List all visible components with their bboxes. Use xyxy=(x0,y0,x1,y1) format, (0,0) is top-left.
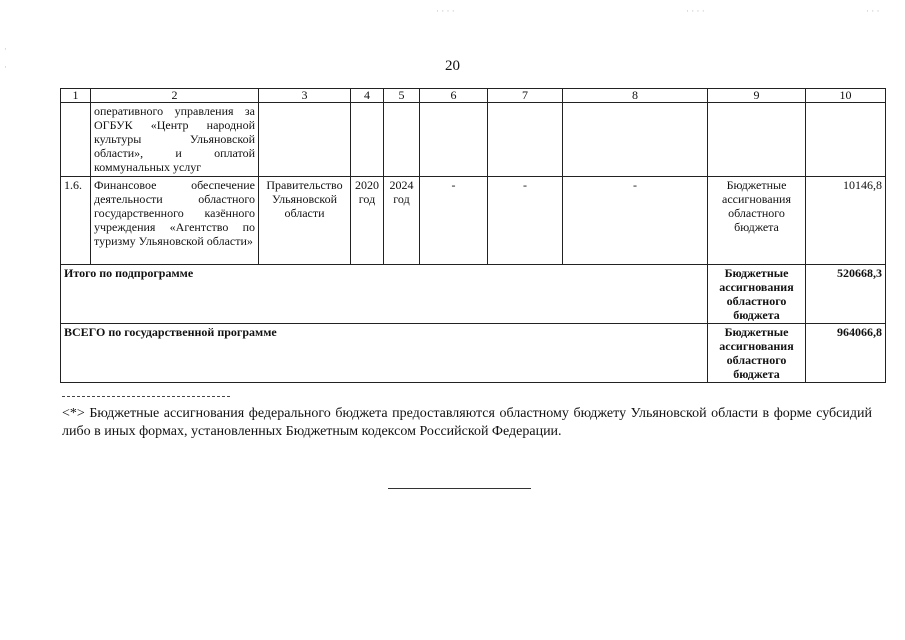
subtotal-label: Итого по подпрограмме xyxy=(61,265,708,324)
column-header: 1 xyxy=(61,89,91,103)
scan-artifact: · xyxy=(4,62,7,72)
column-header: 3 xyxy=(259,89,351,103)
row-col7 xyxy=(488,103,563,177)
column-header: 7 xyxy=(488,89,563,103)
total-source: Бюджетные ассигнования областного бюджета xyxy=(708,324,806,383)
row-col8 xyxy=(563,103,708,177)
row-description: оперативного управления за ОГБУК «Центр народной культуры Ульяновской области», и оплатой коммунальных услуг xyxy=(91,103,259,177)
total-row xyxy=(61,324,886,383)
row-col8: - xyxy=(563,177,708,265)
table-row xyxy=(61,103,886,177)
column-header: 4 xyxy=(351,89,384,103)
column-header: 6 xyxy=(420,89,488,103)
budget-table xyxy=(60,88,886,383)
row-number xyxy=(61,103,91,177)
row-executor xyxy=(259,103,351,177)
table-row xyxy=(61,177,886,265)
row-number: 1.6. xyxy=(61,177,91,265)
row-executor: Правительство Ульяновской области xyxy=(259,177,351,265)
row-source: Бюджетные ассигнования областного бюджета xyxy=(708,177,806,265)
column-header: 10 xyxy=(806,89,886,103)
row-col7: - xyxy=(488,177,563,265)
column-header-row xyxy=(61,89,886,103)
row-year-end xyxy=(384,103,420,177)
scan-artifact: · · · · xyxy=(686,6,705,16)
row-year-start: 2020 год xyxy=(351,177,384,265)
total-label: ВСЕГО по государственной программе xyxy=(61,324,708,383)
row-description: Финансовое обеспечение деятельности областного государственного казённого учреждения «Агентство по туризму Ульяновской области» xyxy=(91,177,259,265)
subtotal-amount: 520668,3 xyxy=(806,265,886,324)
end-rule xyxy=(388,488,531,489)
row-year-start xyxy=(351,103,384,177)
total-amount: 964066,8 xyxy=(806,324,886,383)
column-header: 5 xyxy=(384,89,420,103)
column-header: 2 xyxy=(91,89,259,103)
page-number: 20 xyxy=(445,58,460,74)
row-col6: - xyxy=(420,177,488,265)
footnote-text: <*> Бюджетные ассигнования федерального бюджета предоставляются областному бюджету Ульяновской области в форме субсидий либо в иных формах, установленных Бюджетным кодексом Российской Федерации. xyxy=(62,406,872,439)
scan-artifact: · · · · xyxy=(436,6,455,16)
footnote-separator xyxy=(62,396,230,397)
row-year-end: 2024 год xyxy=(384,177,420,265)
row-amount: 10146,8 xyxy=(806,177,886,265)
row-col6 xyxy=(420,103,488,177)
row-amount xyxy=(806,103,886,177)
row-source xyxy=(708,103,806,177)
scan-artifact: · · · xyxy=(866,6,880,16)
column-header: 8 xyxy=(563,89,708,103)
scan-artifact: · xyxy=(4,44,7,54)
subtotal-source: Бюджетные ассигнования областного бюджета xyxy=(708,265,806,324)
column-header: 9 xyxy=(708,89,806,103)
subtotal-row xyxy=(61,265,886,324)
